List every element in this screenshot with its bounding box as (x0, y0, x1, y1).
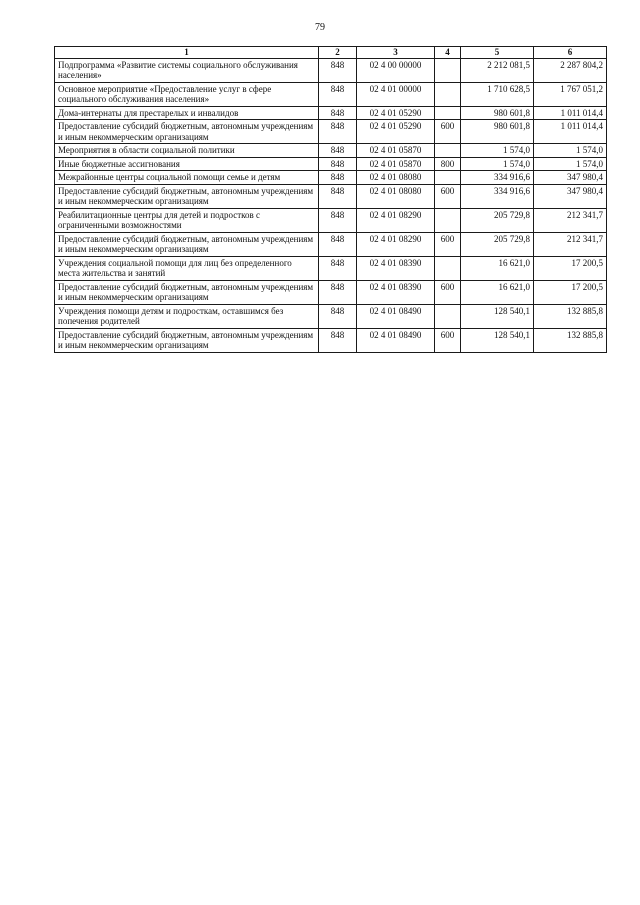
row-vr (435, 304, 461, 328)
row-ved: 848 (319, 144, 357, 158)
row-amount-year1: 980 601,8 (461, 120, 534, 144)
row-name: Учреждения помощи детям и подросткам, оставшимся без попечения родителей (55, 304, 319, 328)
row-amount-year2: 347 980,4 (534, 184, 607, 208)
row-amount-year1: 128 540,1 (461, 304, 534, 328)
row-csr: 02 4 00 00000 (357, 58, 435, 82)
table-row (55, 232, 607, 256)
row-amount-year2: 1 574,0 (534, 157, 607, 171)
row-ved: 848 (319, 280, 357, 304)
table-row (55, 106, 607, 120)
row-amount-year2: 1 011 014,4 (534, 120, 607, 144)
table-row (55, 82, 607, 106)
row-vr (435, 208, 461, 232)
table-row (55, 304, 607, 328)
row-amount-year1: 16 621,0 (461, 280, 534, 304)
row-csr: 02 4 01 08080 (357, 184, 435, 208)
header-col-3: 3 (357, 47, 435, 59)
row-csr: 02 4 01 08080 (357, 171, 435, 185)
row-csr: 02 4 01 05290 (357, 120, 435, 144)
row-ved: 848 (319, 184, 357, 208)
row-name: Предоставление субсидий бюджетным, автономным учреждениям и иным некоммерческим организациям (55, 328, 319, 352)
row-name: Иные бюджетные ассигнования (55, 157, 319, 171)
row-name: Межрайонные центры социальной помощи семье и детям (55, 171, 319, 185)
table-row (55, 144, 607, 158)
page-number: 79 (315, 22, 325, 33)
row-name: Подпрограмма «Развитие системы социального обслуживания населения» (55, 58, 319, 82)
row-amount-year2: 2 287 804,2 (534, 58, 607, 82)
table-row (55, 184, 607, 208)
row-amount-year2: 1 011 014,4 (534, 106, 607, 120)
row-vr: 600 (435, 328, 461, 352)
table-header-row (55, 47, 607, 59)
row-csr: 02 4 01 00000 (357, 82, 435, 106)
row-ved: 848 (319, 58, 357, 82)
header-col-1: 1 (55, 47, 319, 59)
header-col-4: 4 (435, 47, 461, 59)
table-row (55, 328, 607, 352)
row-name: Дома-интернаты для престарелых и инвалидов (55, 106, 319, 120)
row-amount-year2: 212 341,7 (534, 208, 607, 232)
row-csr: 02 4 01 08290 (357, 208, 435, 232)
row-amount-year2: 17 200,5 (534, 256, 607, 280)
row-name: Учреждения социальной помощи для лиц без определенного места жительства и занятий (55, 256, 319, 280)
row-amount-year1: 334 916,6 (461, 184, 534, 208)
row-amount-year1: 128 540,1 (461, 328, 534, 352)
row-amount-year2: 1 767 051,2 (534, 82, 607, 106)
row-amount-year2: 1 574,0 (534, 144, 607, 158)
row-vr (435, 82, 461, 106)
row-ved: 848 (319, 328, 357, 352)
row-name: Предоставление субсидий бюджетным, автономным учреждениям и иным некоммерческим организациям (55, 280, 319, 304)
row-amount-year1: 1 574,0 (461, 157, 534, 171)
row-amount-year2: 17 200,5 (534, 280, 607, 304)
row-amount-year1: 205 729,8 (461, 232, 534, 256)
row-vr (435, 106, 461, 120)
table-row (55, 171, 607, 185)
budget-table (54, 46, 607, 353)
row-csr: 02 4 01 08390 (357, 280, 435, 304)
table-row (55, 256, 607, 280)
row-amount-year1: 1 574,0 (461, 144, 534, 158)
row-ved: 848 (319, 208, 357, 232)
row-amount-year2: 132 885,8 (534, 304, 607, 328)
row-csr: 02 4 01 05870 (357, 157, 435, 171)
row-name: Предоставление субсидий бюджетным, автономным учреждениям и иным некоммерческим организациям (55, 120, 319, 144)
row-vr: 600 (435, 184, 461, 208)
row-csr: 02 4 01 08490 (357, 304, 435, 328)
row-amount-year1: 205 729,8 (461, 208, 534, 232)
row-ved: 848 (319, 120, 357, 144)
table-row (55, 120, 607, 144)
header-col-5: 5 (461, 47, 534, 59)
row-vr (435, 144, 461, 158)
row-vr: 600 (435, 120, 461, 144)
header-col-6: 6 (534, 47, 607, 59)
row-name: Предоставление субсидий бюджетным, автономным учреждениям и иным некоммерческим организациям (55, 184, 319, 208)
row-ved: 848 (319, 157, 357, 171)
row-csr: 02 4 01 05870 (357, 144, 435, 158)
row-amount-year1: 1 710 628,5 (461, 82, 534, 106)
row-ved: 848 (319, 232, 357, 256)
row-ved: 848 (319, 256, 357, 280)
row-amount-year1: 2 212 081,5 (461, 58, 534, 82)
row-csr: 02 4 01 08290 (357, 232, 435, 256)
row-csr: 02 4 01 05290 (357, 106, 435, 120)
row-vr (435, 58, 461, 82)
header-col-2: 2 (319, 47, 357, 59)
row-amount-year1: 16 621,0 (461, 256, 534, 280)
table-row (55, 208, 607, 232)
table-row (55, 58, 607, 82)
row-amount-year2: 212 341,7 (534, 232, 607, 256)
row-ved: 848 (319, 304, 357, 328)
row-amount-year2: 132 885,8 (534, 328, 607, 352)
row-vr: 600 (435, 280, 461, 304)
row-csr: 02 4 01 08390 (357, 256, 435, 280)
row-amount-year2: 347 980,4 (534, 171, 607, 185)
row-name: Реабилитационные центры для детей и подростков с ограниченными возможностями (55, 208, 319, 232)
table-row (55, 280, 607, 304)
row-amount-year1: 334 916,6 (461, 171, 534, 185)
row-name: Мероприятия в области социальной политики (55, 144, 319, 158)
row-vr: 800 (435, 157, 461, 171)
row-vr: 600 (435, 232, 461, 256)
row-ved: 848 (319, 82, 357, 106)
row-ved: 848 (319, 171, 357, 185)
row-name: Предоставление субсидий бюджетным, автономным учреждениям и иным некоммерческим организациям (55, 232, 319, 256)
row-csr: 02 4 01 08490 (357, 328, 435, 352)
row-ved: 848 (319, 106, 357, 120)
row-vr (435, 171, 461, 185)
row-name: Основное мероприятие «Предоставление услуг в сфере социального обслуживания населения» (55, 82, 319, 106)
row-vr (435, 256, 461, 280)
row-amount-year1: 980 601,8 (461, 106, 534, 120)
table-row (55, 157, 607, 171)
